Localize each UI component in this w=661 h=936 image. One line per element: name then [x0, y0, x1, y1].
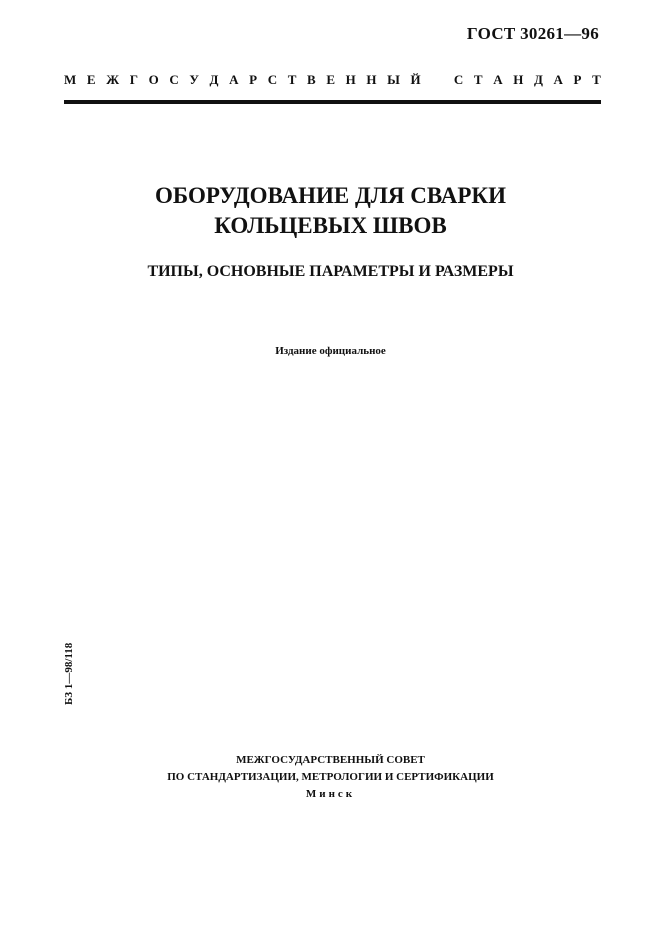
publisher-line-1: МЕЖГОСУДАРСТВЕННЫЙ СОВЕТ: [236, 754, 425, 766]
standard-heading: [64, 72, 601, 88]
heading-letter: А: [229, 72, 239, 87]
publisher-block: [0, 752, 661, 803]
heading-letter: Н: [345, 72, 356, 87]
title-line-2: КОЛЬЦЕВЫХ ШВОВ: [214, 213, 447, 238]
publisher-city: Минск: [305, 788, 356, 800]
heading-letter: Д: [209, 72, 219, 87]
heading-letter: Р: [573, 72, 582, 87]
heading-letter: О: [148, 72, 159, 87]
title-line-1: ОБОРУДОВАНИЕ ДЛЯ СВАРКИ: [155, 183, 506, 208]
heading-rule: [64, 100, 601, 104]
document-title: [0, 181, 661, 241]
heading-letter: Т: [287, 72, 297, 87]
heading-letter: С: [169, 72, 179, 87]
heading-letter: Д: [533, 72, 543, 87]
publisher-line-2: ПО СТАНДАРТИЗАЦИИ, МЕТРОЛОГИИ И СЕРТИФИКАЦИИ: [167, 771, 494, 783]
edition-note: Издание официальное: [275, 345, 386, 357]
heading-letter: С: [453, 72, 464, 87]
heading-letter: М: [64, 72, 77, 87]
heading-letter: Р: [249, 72, 258, 87]
heading-letter: С: [267, 72, 278, 87]
heading-letter: Н: [513, 72, 524, 87]
side-catalog-code: БЗ 1—98/118: [63, 642, 75, 705]
heading-letter: Ж: [106, 72, 120, 87]
heading-letter: Н: [366, 72, 377, 87]
heading-letter: Ы: [387, 72, 400, 87]
document-subtitle: ТИПЫ, ОСНОВНЫЕ ПАРАМЕТРЫ И РАЗМЕРЫ: [147, 263, 514, 280]
heading-letter: А: [493, 72, 503, 87]
heading-space: [431, 72, 443, 88]
heading-letter: Т: [592, 72, 601, 87]
heading-letter: Г: [129, 72, 138, 87]
heading-letter: Е: [326, 72, 335, 87]
heading-letter: Е: [86, 72, 96, 87]
heading-letter: А: [553, 72, 563, 87]
heading-letter: Т: [473, 72, 483, 87]
heading-letter: У: [189, 72, 199, 87]
heading-letter: Й: [410, 72, 421, 87]
heading-letter: В: [307, 72, 316, 87]
document-code: ГОСТ 30261—96: [466, 24, 599, 43]
